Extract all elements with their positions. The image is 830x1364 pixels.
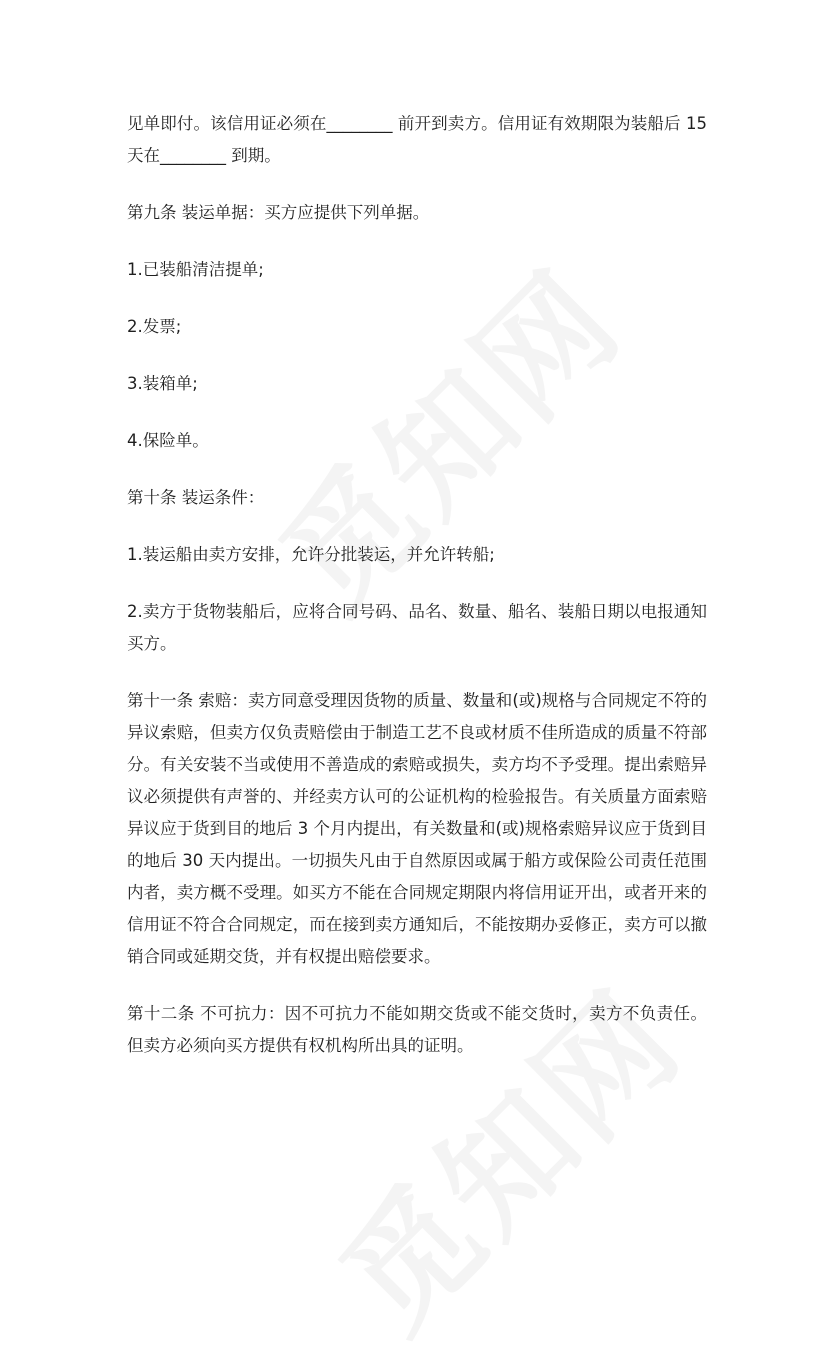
list-item: 1.已装船清洁提单; [127, 260, 264, 279]
article-12-force-majeure: 第十二条 不可抗力：因不可抗力不能如期交货或不能交货时，卖方不负责任。但卖方必须向买方提供有权机构所出具的证明。 [127, 1004, 707, 1055]
document-body [127, 108, 707, 1087]
list-item: 1.装运船由卖方安排，允许分批装运，并允许转船; [127, 545, 495, 564]
article-10-heading: 第十条 装运条件： [127, 488, 265, 507]
article-9-heading: 第九条 装运单据：买方应提供下列单据。 [127, 203, 430, 222]
paragraph-lc-validity: 见单即付。该信用证必须在________ 前开到卖方。信用证有效期限为装船后 15 天在________ 到期。 [127, 114, 707, 165]
list-item: 2.卖方于货物装船后，应将合同号码、品名、数量、船名、装船日期以电报通知买方。 [127, 602, 707, 653]
article-11-claims: 第十一条 索赔：卖方同意受理因货物的质量、数量和(或)规格与合同规定不符的异议索赔，但卖方仅负责赔偿由于制造工艺不良或材质不佳所造成的质量不符部分。有关安装不当或使用不善造成的索赔或损失，卖方均不予受理。提出索赔异议必须提供有声誉的、并经卖方认可的公证机构的检验报告。有关质量方面索赔异议应于货到目的地后 3 个月内提出，有关数量和(或)规格索赔异议应于货到目的地后 30 天内提出。一切损失凡由于自然原因或属于船方或保险公司责任范围内者，卖方概不受理。如买方不能在合同规定期限内将信用证开出，或者开来的信用证不符合合同规定，而在接到卖方通知后，不能按期办妥修正，卖方可以撤销合同或延期交货，并有权提出赔偿要求。 [127, 691, 707, 966]
list-item: 2.发票; [127, 317, 182, 336]
list-item: 4.保险单。 [127, 431, 209, 450]
list-item: 3.装箱单; [127, 374, 198, 393]
